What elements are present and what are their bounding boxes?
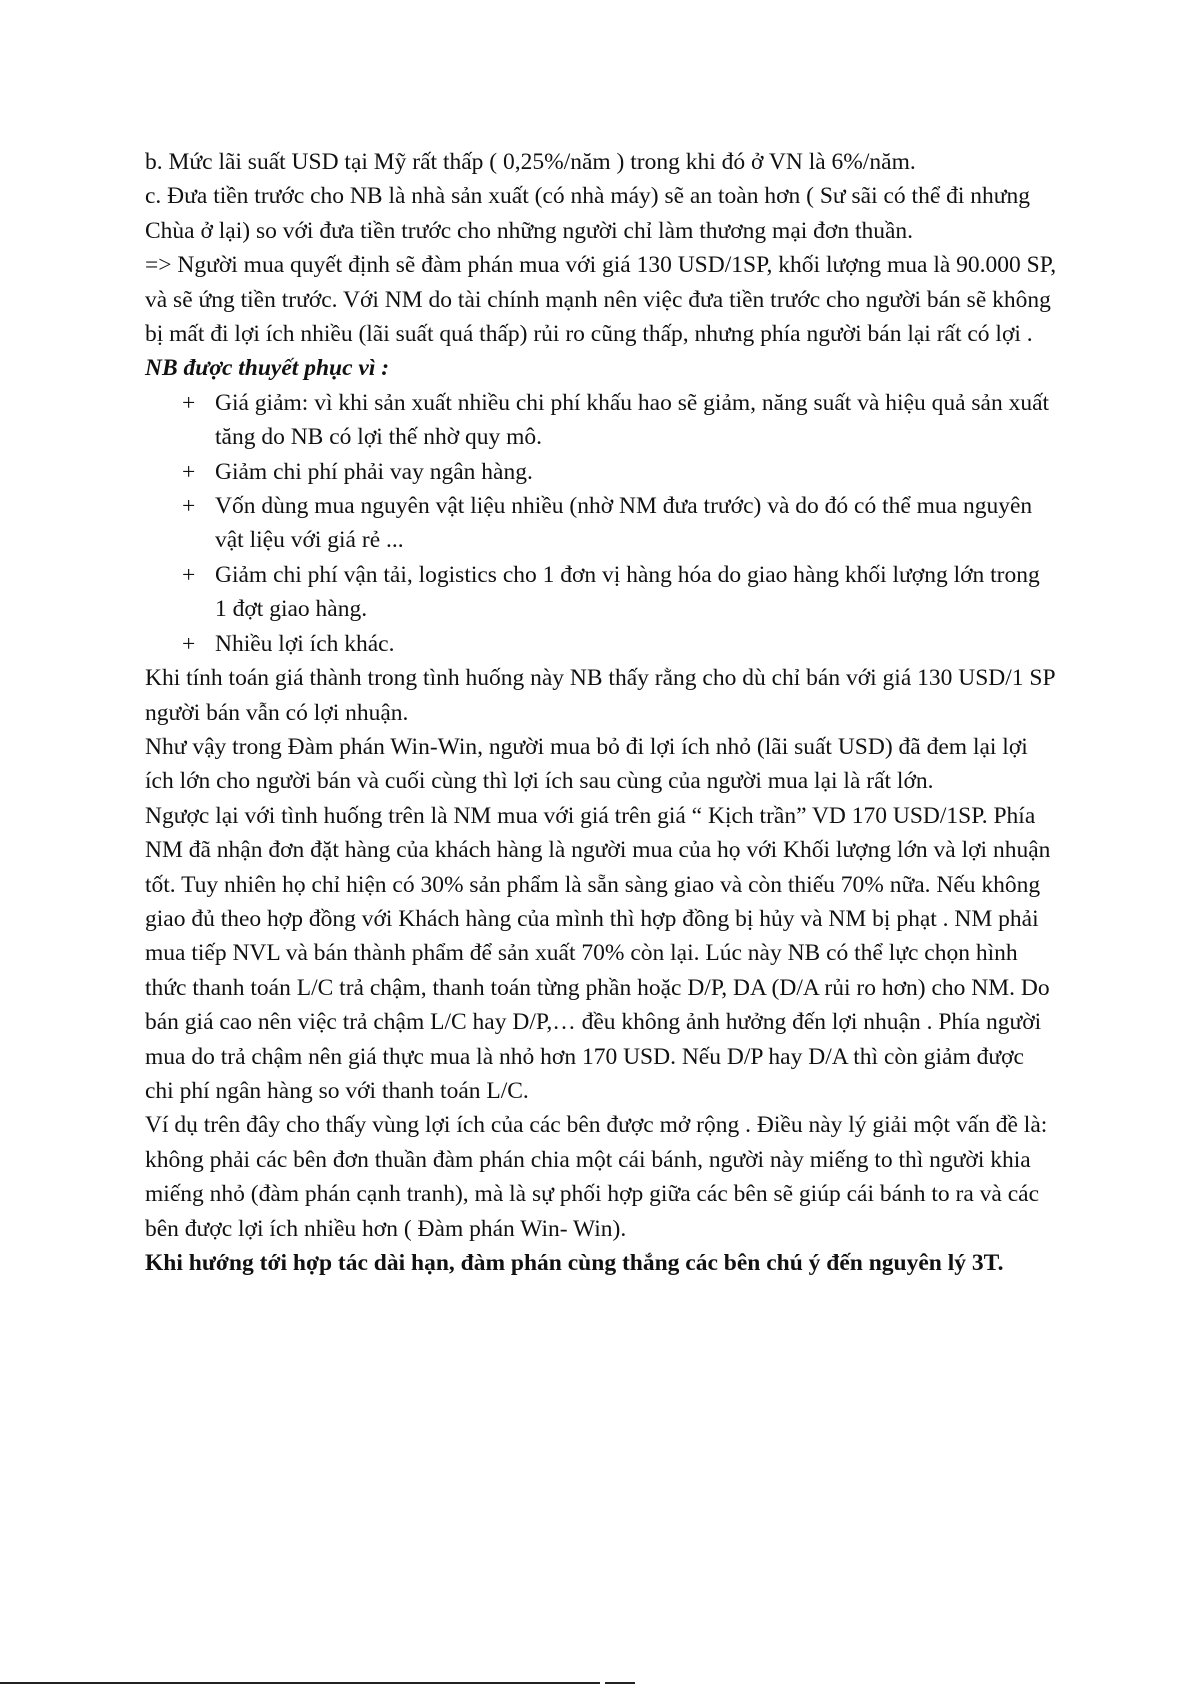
list-item xyxy=(145,455,1057,489)
bullet-marker: + xyxy=(182,561,196,588)
paragraph-buyer-decision: => Người mua quyết định sẽ đàm phán mua với giá 130 USD/1SP, khối lượng mua là 90.000 SP, và sẽ ứng tiền trước. Với NM do tài chính mạnh nên việc đưa tiền trước cho người bán sẽ không bị mất đi lợi ích nhiều (lãi suất quá thấp) rủi ro cũng thấp, nhưng phía người bán lại rất có lợi . xyxy=(145,252,1057,348)
page-bottom-divider xyxy=(0,1682,600,1684)
benefit-list xyxy=(145,386,1057,661)
list-item xyxy=(145,627,1057,661)
bullet-marker: + xyxy=(182,458,196,485)
paragraph-prepayment-safety: c. Đưa tiền trước cho NB là nhà sản xuất (có nhà máy) sẽ an toàn hơn ( Sư sãi có thể đi nhưng Chùa ở lại) so với đưa tiền trước cho những người chỉ làm thương mại đơn thuần. xyxy=(145,183,1031,244)
list-item-text: Vốn dùng mua nguyên vật liệu nhiều (nhờ NM đưa trước) và do đó có thể mua nguyên vật liệu với giá rẻ ... xyxy=(215,493,1033,554)
page-bottom-divider-short xyxy=(605,1682,635,1684)
list-item-text: Giảm chi phí vận tải, logistics cho 1 đơn vị hàng hóa do giao hàng khối lượng lớn trong 1 đợt giao hàng. xyxy=(215,561,1040,623)
paragraph-pricing: Khi tính toán giá thành trong tình huống này NB thấy rằng cho dù chỉ bán với giá 130 USD/1 SP người bán vẫn có lợi nhuận. xyxy=(145,665,1055,726)
paragraph-interest-rate: b. Mức lãi suất USD tại Mỹ rất thấp ( 0,25%/năm ) trong khi đó ở VN là 6%/năm. xyxy=(145,149,916,175)
list-item xyxy=(145,489,1057,558)
bullet-marker: + xyxy=(182,493,196,520)
paragraph-example-summary: Ví dụ trên đây cho thấy vùng lợi ích của các bên được mở rộng . Điều này lý giải một vấn đề là: không phải các bên đơn thuần đàm phán chia một cái bánh, người này miếng to thì người khia miếng nhỏ (đàm phán cạnh tranh), mà là sự phối hợp giữa các bên sẽ giúp cái bánh to ra và các bên được lợi ích nhiều hơn ( Đàm phán Win- Win). xyxy=(145,1112,1048,1242)
list-item-text: Giảm chi phí phải vay ngân hàng. xyxy=(215,458,533,485)
paragraph-win-win: Như vậy trong Đàm phán Win-Win, người mua bỏ đi lợi ích nhỏ (lãi suất USD) đã đem lại lợi ích lớn cho người bán và cuối cùng thì lợi ích sau cùng của người mua lại là rất lớn. xyxy=(145,733,1028,795)
bullet-marker: + xyxy=(182,630,196,657)
bullet-marker: + xyxy=(182,389,196,416)
section-heading: NB được thuyết phục vì : xyxy=(145,355,390,382)
list-item-text: Giá giảm: vì khi sản xuất nhiều chi phí khấu hao sẽ giảm, năng suất và hiệu quả sản xuất tăng do NB có lợi thế nhờ quy mô. xyxy=(215,389,1050,451)
list-item xyxy=(145,386,1057,455)
conclusion-text: Khi hướng tới hợp tác dài hạn, đàm phán cùng thắng các bên chú ý đến nguyên lý 3T. xyxy=(145,1250,1004,1276)
document-body xyxy=(145,145,1057,1280)
paragraph-opposite-case: Ngược lại với tình huống trên là NM mua với giá trên giá “ Kịch trần” VD 170 USD/1SP. Phía NM đã nhận đơn đặt hàng của khách hàng là người mua của họ với Khối lượng lớn và lợi nhuận tốt. Tuy nhiên họ chỉ hiện có 30% sản phẩm là sẵn sàng giao và còn thiếu 70% nữa. Nếu không giao đủ theo hợp đồng với Khách hàng của mình thì hợp đồng bị hủy và NM bị phạt . NM phải mua tiếp NVL và bán thành phẩm để sản xuất 70% còn lại. Lúc này NB có thể lực chọn hình thức thanh toán L/C trả chậm, thanh toán từng phần hoặc D/P, DA (D/A rủi ro hơn) cho NM. Do bán giá cao nên việc trả chậm L/C hay D/P,… đều không ảnh hưởng đến lợi nhuận . Phía người mua do trả chậm nên giá thực mua là nhỏ hơn 170 USD. Nếu D/P hay D/A thì còn giảm được chi phí ngân hàng so với thanh toán L/C. xyxy=(145,802,1051,1104)
list-item-text: Nhiều lợi ích khác. xyxy=(215,630,395,657)
list-item xyxy=(145,558,1057,627)
